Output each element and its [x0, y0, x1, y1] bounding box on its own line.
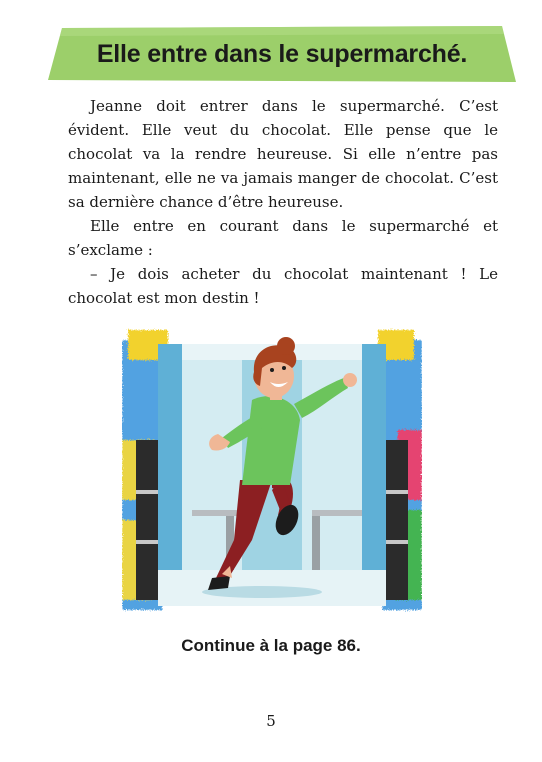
- story-text: [68, 94, 498, 310]
- story-illustration: [122, 320, 422, 630]
- title-banner: [48, 26, 516, 82]
- page-title: Elle entre dans le supermarché.: [96, 39, 468, 68]
- story-paragraph: – Je dois acheter du chocolat maintenant ! Le chocolat est mon destin !: [68, 265, 498, 307]
- story-paragraph: Jeanne doit entrer dans le supermarché. C’est évident. Elle veut du chocolat. Elle pense que le chocolat va la rendre heureuse. Si elle n’entre pas maintenant, elle ne va jamais manger de chocolat. C’est sa dernière chance d’être heureuse.: [68, 97, 498, 211]
- page-number: 5: [266, 712, 276, 730]
- continue-caption: Continue à la page 86.: [181, 636, 361, 655]
- running-woman-illustration: [122, 320, 422, 630]
- story-paragraph: Elle entre en courant dans le supermarché et s’exclame :: [68, 217, 498, 259]
